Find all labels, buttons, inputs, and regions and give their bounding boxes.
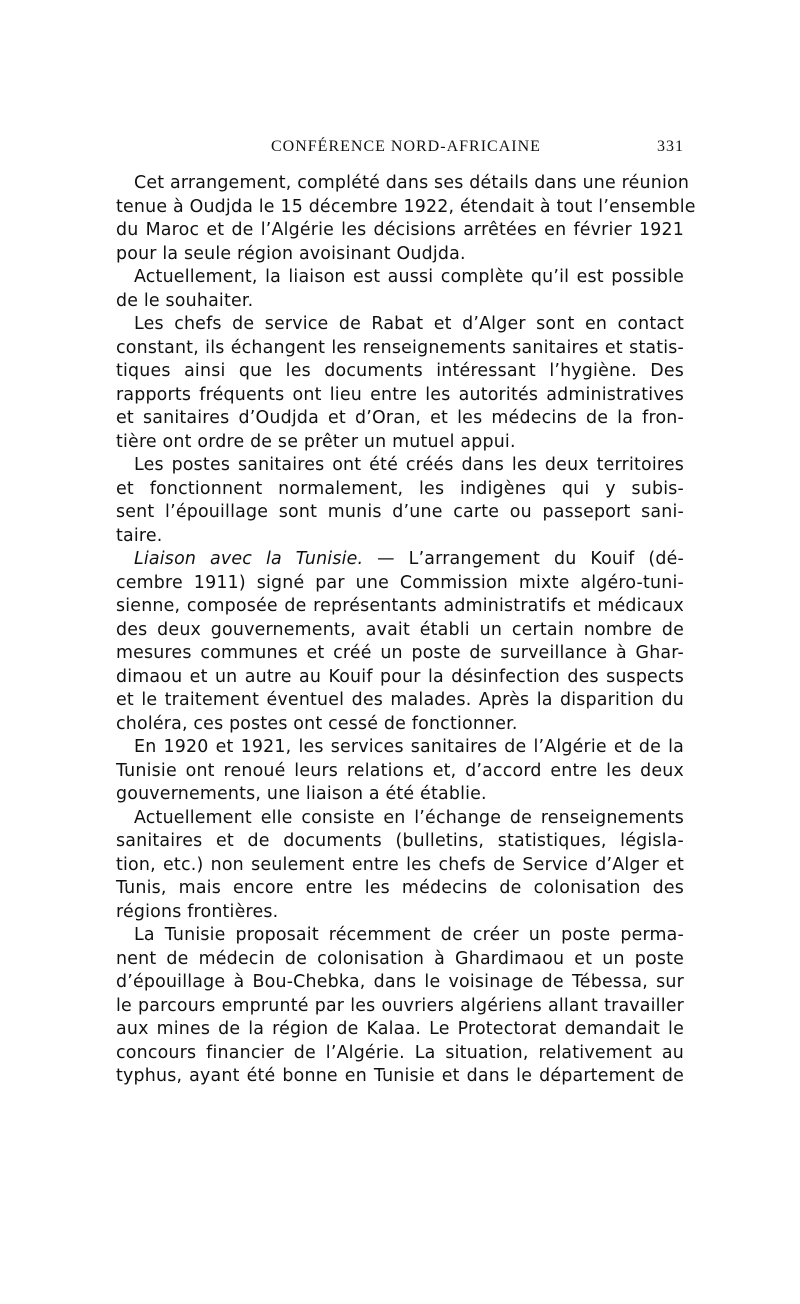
text-line: rapports fréquents ont lieu entre les autorités administratives (116, 384, 684, 405)
text-line: tière ont ordre de se prêter un mutuel appui. (116, 431, 516, 452)
text-line: dimaou et un autre au Kouif pour la désinfection des suspects (116, 666, 684, 687)
text-line: aux mines de la région de Kalaa. Le Protectorat demandait le (116, 1019, 684, 1039)
text-line: sent l’épouillage sont munis d’une carte ou passeport sani- (116, 502, 684, 522)
text-line: taire. (116, 525, 163, 546)
text-line: nent de médecin de colonisation à Ghardimaou et un poste (116, 948, 684, 969)
text-line: La Tunisie proposait récemment de créer un poste perma- (134, 925, 684, 945)
text-line (116, 548, 684, 572)
text-line: tion, etc.) non seulement entre les chefs de Service d’Alger et (116, 854, 684, 875)
text-line: pour la seule région avoisinant Oudjda. (116, 243, 466, 264)
text-line: sanitaires et de documents (bulletins, statistiques, législa- (116, 831, 684, 851)
text-line: le parcours emprunté par les ouvriers algériens allant travailler (116, 995, 684, 1016)
text-line: Actuellement elle consiste en l’échange de renseignements (134, 807, 684, 828)
text-line: du Maroc et de l’Algérie les décisions arrêtées en février 1921 (116, 220, 684, 240)
text-line: mesures communes et créé un poste de surveillance à Ghar- (116, 643, 684, 663)
text-line: Les postes sanitaires ont été créés dans les deux territoires (134, 455, 684, 475)
text-line: En 1920 et 1921, les services sanitaires de l’Algérie et de la (134, 737, 684, 757)
text-line: régions frontières. (116, 901, 279, 922)
text-line: et sanitaires d’Oudjda et d’Oran, et les médecins de la fron- (116, 408, 684, 428)
text-line: choléra, ces postes ont cessé de fonctionner. (116, 713, 518, 734)
text-line: cembre 1911) signé par une Commission mixte algéro-tuni- (116, 572, 684, 593)
text-line: concours financier de l’Algérie. La situation, relativement au (116, 1042, 684, 1063)
page-header (116, 138, 684, 162)
text-line: d’épouillage à Bou-Chebka, dans le voisinage de Tébessa, sur (116, 972, 684, 992)
text-line: Tunis, mais encore entre les médecins de colonisation des (116, 878, 684, 898)
page-number: 331 (657, 138, 684, 155)
text-line: et le traitement éventuel des malades. Après la disparition du (116, 690, 684, 710)
text-line: gouvernements, une liaison a été établie. (116, 784, 487, 804)
body-text (116, 172, 696, 1089)
running-title: CONFÉRENCE NORD-AFRICAINE (271, 138, 541, 155)
text-line: des deux gouvernements, avait établi un certain nombre de (116, 619, 684, 640)
text-line: sienne, composée de représentants administratifs et médicaux (116, 596, 684, 616)
text-line: Actuellement, la liaison est aussi complète qu’il est possible (134, 267, 684, 287)
section-heading-italic: Liaison avec la Tunisie. (134, 549, 364, 569)
text-line: Cet arrangement, complété dans ses détails dans une réunion (134, 173, 690, 193)
text-line: Tunisie ont renoué leurs relations et, d’accord entre les deux (116, 760, 684, 781)
text-line: Les chefs de service de Rabat et d’Alger sont en contact (134, 314, 684, 334)
text-line: typhus, ayant été bonne en Tunisie et dans le département de (116, 1066, 684, 1086)
text-line: et fonctionnent normalement, les indigènes qui y subis- (116, 478, 684, 499)
text-line: de le souhaiter. (116, 290, 254, 311)
text-line: tenue à Oudjda le 15 décembre 1922, étendait à tout l’ensemble (116, 196, 696, 217)
text-line: constant, ils échangent les renseignements sanitaires et statis- (116, 337, 684, 358)
text-line: tiques ainsi que les documents intéressant l’hygiène. Des (116, 361, 684, 381)
text-line-continuation: — L’arrangement du Kouif (dé- (377, 549, 684, 569)
